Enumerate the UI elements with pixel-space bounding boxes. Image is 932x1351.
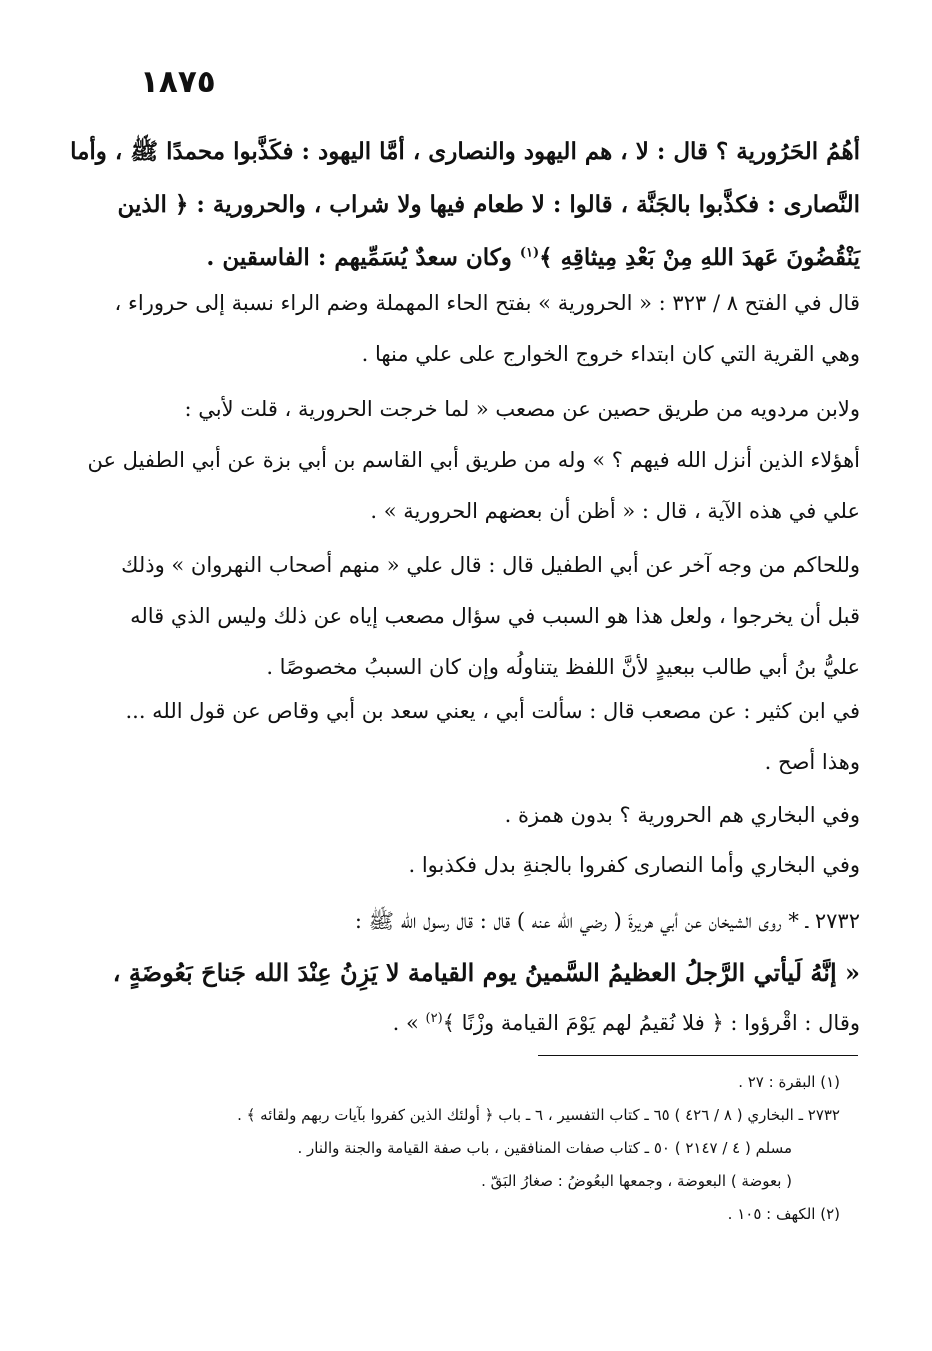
footnote: ( بعوضة ) البعوضة ، وجمعها البعُوضُ : صغارُ البَقّ . [481, 1172, 792, 1190]
commentary-line: ولابن مردويه من طريق حصين عن مصعب « لما خرجت الحرورية ، قلت لأبي : [184, 397, 860, 421]
commentary-paragraph [87, 384, 860, 537]
footnotes [200, 1066, 840, 1231]
commentary-line: وهذا أصح . [764, 750, 860, 774]
hadith-closing-tail: » . [392, 1011, 426, 1035]
commentary-line: عليُّ بنُ أبي طالب ببعيدٍ لأنَّ اللفظ يتناولُه وإن كان السببُ مخصوصًا . [266, 655, 860, 679]
commentary-line: في ابن كثير : عن مصعب قال : سألت أبي ، يعني سعد بن أبي وقاص عن قول الله ... [125, 699, 860, 723]
footnote-ref: (١) [519, 245, 540, 261]
footnote: ٢٧٣٢ ـ البخاري ( ٨ / ٤٢٦ ) ٦٥ ـ كتاب التفسير ، ٦ ـ باب ﴿ أولئك الذين كفروا بآيات ربهم ولقائه ﴾ . [237, 1106, 840, 1124]
footnote: (١) البقرة : ٢٧ . [738, 1073, 840, 1091]
quran-quote: وقال : اقْرؤوا : ﴿ فلا نُقيمُ لهم يَوْمَ القيامة وزْنًا ﴾ [442, 1011, 860, 1035]
commentary-paragraph [138, 840, 860, 891]
footnote: (٢) الكهف : ١٠٥ . [727, 1205, 840, 1223]
commentary-paragraph [121, 540, 860, 693]
footnote-ref: (٢) [425, 1011, 443, 1026]
commentary-paragraph [138, 790, 860, 841]
commentary-paragraph [125, 686, 860, 788]
hadith-2732 [112, 896, 860, 1049]
commentary-line: وهي القرية التي كان ابتداء خروج الخوارج على علي منها . [361, 342, 860, 366]
commentary-line: قبل أن يخرجوا ، ولعل هذا هو السبب في سؤال مصعب إياه عن ذلك وليس الذي قاله [130, 604, 860, 628]
hadith-intro: ٢٧٣٢ ـ * روى الشيخان عن أبي هريرةَ ( رضي الله عنه ) قال : قال رسول الله ﷺ : [354, 909, 860, 933]
commentary-line: وفي البخاري هم الحرورية ؟ بدون همزة . [504, 803, 860, 827]
main-text-line: النَّصارى : فكذَّبوا بالجَنَّة ، قالوا : لا طعام فيها ولا شراب ، والحرورية : ﴿ الذين [117, 191, 860, 218]
quran-quote: يَنْقُضُونَ عَهدَ اللهِ مِنْ بَعْدِ مِيثاقِهِ ﴾ [539, 244, 860, 271]
main-text-line: أهُمُ الحَرُورية ؟ قال : لا ، هم اليهود والنصارى ، أمَّا اليهود : فكَذَّبوا محمدًا ﷺ ، وأما [70, 138, 860, 165]
commentary-line: قال في الفتح ٨ / ٣٢٣ : « الحرورية » بفتح الحاء المهملة وضم الراء نسبة إلى حروراء ، [114, 291, 860, 315]
commentary-line: أهؤلاء الذين أنزل الله فيهم ؟ » وله من طريق أبي القاسم بن أبي بزة عن أبي الطفيل عن [87, 448, 860, 472]
footnote-divider [538, 1055, 858, 1056]
page-number: ١٨٧٥ [140, 64, 216, 100]
commentary-line: وللحاكم من وجه آخر عن أبي الطفيل قال : قال علي « منهم أصحاب النهروان » وذلك [121, 553, 860, 577]
footnote: مسلم ( ٤ / ٢١٤٧ ) ٥٠ ـ كتاب صفات المنافقين ، باب صفة القيامة والجنة والنار . [297, 1139, 792, 1157]
hadith-closing [138, 998, 860, 1049]
main-text-line [138, 231, 860, 284]
commentary-line: علي في هذه الآية ، قال : « أظن أن بعضهم الحرورية » . [370, 499, 860, 523]
main-text-tail: وكان سعدٌ يُسَمِّيهم : الفاسقين . [206, 244, 520, 271]
commentary-line: وفي البخاري وأما النصارى كفروا بالجنةِ بدل فكذبوا . [408, 853, 860, 877]
main-text [70, 125, 860, 284]
hadith-text: « إنَّهُ لَيأتي الرَّجلُ العظيمُ السَّمينُ يوم القيامة لا يَزِنُ عِنْدَ الله جَناحَ بَعُوضَةٍ ، [112, 958, 860, 987]
commentary-paragraph [114, 278, 860, 380]
